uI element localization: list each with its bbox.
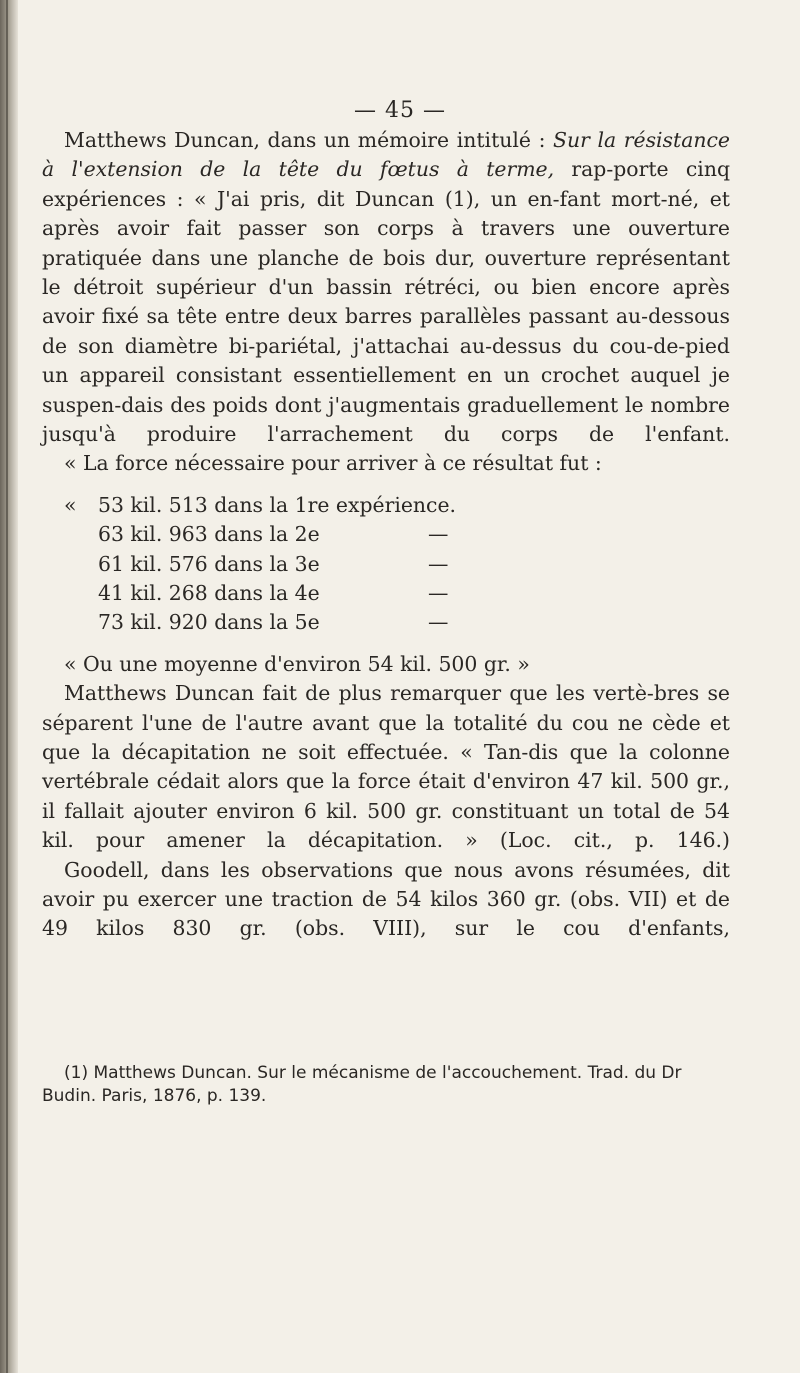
result-text: 73 kil. 920 dans la 5e [98, 610, 320, 635]
footnote-text: (1) Matthews Duncan. Sur le mécanisme de l'accouchement. Trad. du Dr Budin. Paris, 1876, p. 139. [42, 1063, 682, 1106]
result-text: 41 kil. 268 dans la 4e [98, 581, 320, 606]
result-row [64, 608, 730, 637]
result-row [64, 520, 730, 549]
paragraph-force-intro: « La force nécessaire pour arriver à ce résultat fut : [64, 451, 602, 476]
result-text: 53 kil. 513 dans la 1re expérience. [98, 492, 457, 517]
ditto-dash: — [428, 522, 449, 547]
result-text: 63 kil. 963 dans la 2e [98, 522, 320, 547]
results-list [64, 491, 730, 638]
result-row [64, 550, 730, 579]
paragraph-vertebrae: Matthews Duncan fait de plus remarquer que les vertè-bres se séparent l'une de l'autre avant que la totalité du cou ne cède et que la décapitation ne soit effectuée. « Tan-dis que la colonne vertébrale cédait alors que la force était d'environ 47 kil. 500 gr., il fallait ajouter environ 6 kil. 500 gr. constituant un total de 54 kil. pour amener la décapitation. » (Loc. cit., p. 146.) [42, 681, 730, 853]
memoir-title: Sur la résistance à l'extension de la tête du fœtus à terme, [42, 128, 730, 182]
open-quote: « [64, 492, 77, 517]
footnote [42, 1062, 730, 1108]
ditto-dash: — [428, 581, 449, 606]
paragraph-1-lead: Matthews Duncan, dans un mémoire intitulé : [64, 128, 554, 152]
ditto-dash: — [428, 551, 449, 576]
paragraph-1-rest: rap-porte cinq expériences : « J'ai pris, dit Duncan (1), un en-fant mort-né, et après avoir fait passer son corps à travers une ouverture pratiquée dans une planche de bois dur, ouverture représentant le détroit supérieur d'un bassin rétréci, ou bien encore après avoir fixé sa tête entre deux barres parallèles passant au-dessous de son diamètre bi-pariétal, j'attachai au-dessus du cou-de-pied un appareil consistant essentiellement en un crochet auquel je suspen-dais des poids dont j'augmentais graduellement le nombre jusqu'à produire l'arrachement du corps de l'enfant. [42, 157, 731, 447]
page-number: — 45 — [354, 98, 446, 123]
result-row [64, 491, 730, 520]
paragraph-matthews-duncan [42, 126, 730, 449]
ditto-dash: — [428, 610, 449, 635]
result-row [64, 579, 730, 608]
page-binding-shadow [0, 0, 18, 1373]
paragraph-goodell: Goodell, dans les observations que nous avons résumées, dit avoir pu exercer une traction de 54 kilos 360 gr. (obs. VII) et de 49 kilos 830 gr. (obs. VIII), sur le cou d'enfants, [42, 857, 730, 941]
body-text [42, 126, 730, 944]
result-text: 61 kil. 576 dans la 3e [98, 551, 320, 576]
page-binding-edge [6, 0, 8, 1373]
paragraph-average: « Ou une moyenne d'environ 54 kil. 500 gr. » [64, 651, 530, 676]
